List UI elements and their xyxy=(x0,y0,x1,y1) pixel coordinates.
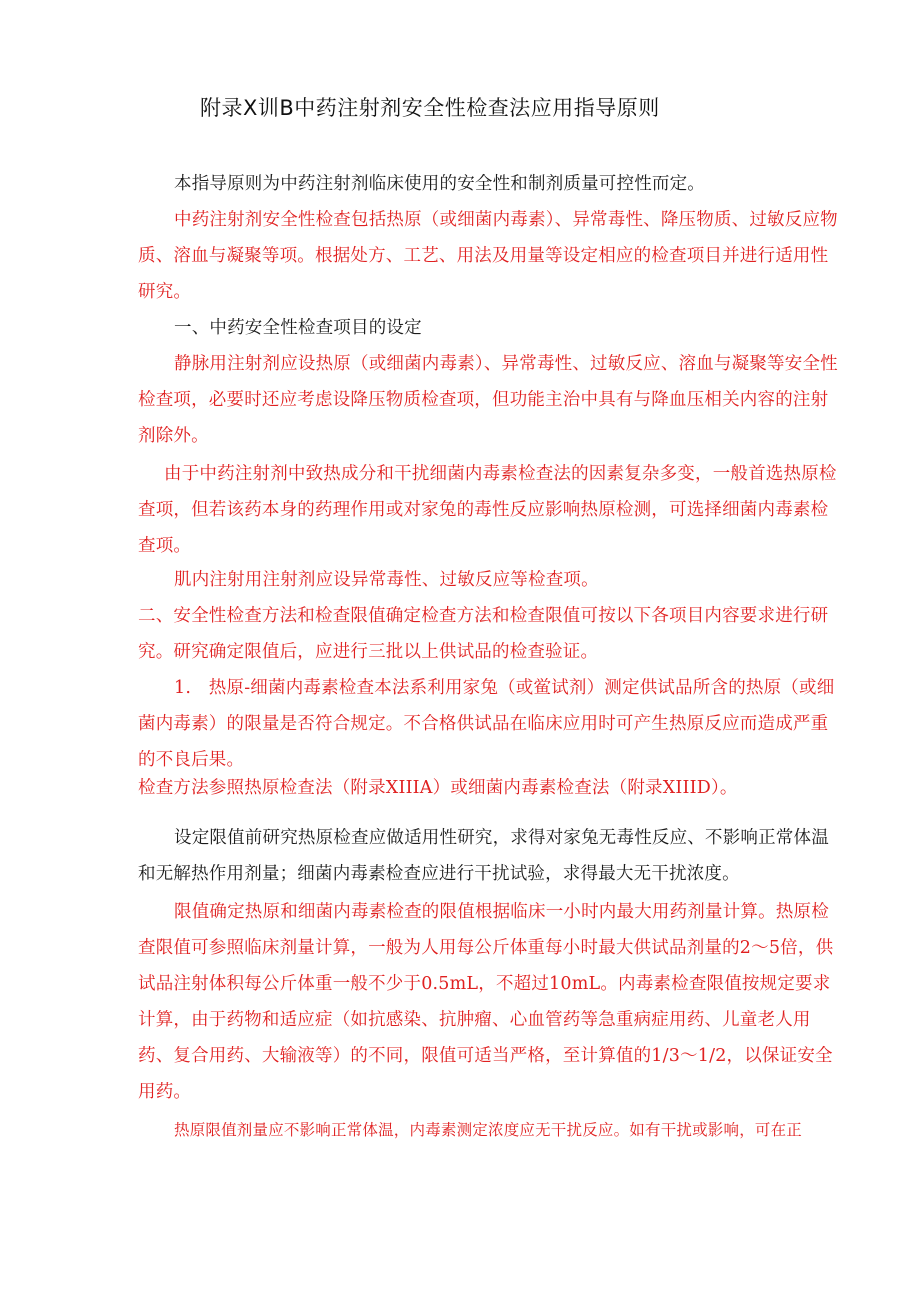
paragraph-pyrogen-endotoxin: 1. 热原-细菌内毒素检查本法系利用家兔（或鲎试剂）测定供试品所含的热原（或细菌内毒素）的限量是否符合规定。不合格供试品在临床应用时可产生热原反应而造成严重的不良后果。 xyxy=(138,678,835,770)
paragraph-method-reference: 检查方法参照热原检查法（附录XIIIA）或细菌内毒素检查法（附录XIIID）。 xyxy=(138,778,738,798)
paragraph-intramuscular: 肌内注射用注射剂应设异常毒性、过敏反应等检查项。 xyxy=(174,570,599,590)
paragraph-intravenous: 静脉用注射剂应设热原（或细菌内毒素）、异常毒性、过敏反应、溶血与凝聚等安全性检查项，必要时还应考虑设降压物质检查项，但功能主治中具有与降血压相关内容的注射剂除外。 xyxy=(138,354,838,446)
paragraph-purpose: 本指导原则为中药注射剂临床使用的安全性和制剂质量可控性而定。 xyxy=(174,174,705,194)
document-title: 附录X训B中药注射剂安全性检查法应用指导原则 xyxy=(200,96,660,120)
paragraph-limit-determination: 限值确定热原和细菌内毒素检查的限值根据临床一小时内最大用药剂量计算。热原检查限值可参照临床剂量计算，一般为人用每公斤体重每小时最大供试品剂量的2〜5倍，供试品注射体积每公斤体重一般不少于0.5mL，不超过10mL。内毒素检查限值按规定要求计算，由于药物和适应症（如抗感染、抗肿瘤、心血管药等急重病症用药、儿童老人用药、复合用药、大输液等）的不同，限值可适当严格，至计算值的1/3〜1/2，以保证安全用药。 xyxy=(138,902,834,1102)
section-heading-1: 一、中药安全性检查项目的设定 xyxy=(174,318,422,338)
section-heading-2: 二、安全性检查方法和检查限值确定检查方法和检查限值可按以下各项目内容要求进行研究。研究确定限值后，应进行三批以上供试品的检查验证。 xyxy=(138,606,829,662)
paragraph-pre-limit-study: 设定限值前研究热原检查应做适用性研究，求得对家兔无毒性反应、不影响正常体温和无解热作用剂量；细菌内毒素检查应进行干扰试验，求得最大无干扰浓度。 xyxy=(138,828,829,884)
paragraph-limit-dose: 热原限值剂量应不影响正常体温，内毒素测定浓度应无干扰反应。如有干扰或影响，可在正 xyxy=(174,1121,803,1139)
paragraph-scope: 中药注射剂安全性检查包括热原（或细菌内毒素）、异常毒性、降压物质、过敏反应物质、溶血与凝聚等项。根据处方、工艺、用法及用量等设定相应的检查项目并进行适用性研究。 xyxy=(138,210,838,302)
paragraph-pyrogen-preference: 由于中药注射剂中致热成分和干扰细菌内毒素检查法的因素复杂多变，一般首选热原检查项，但若该药本身的药理作用或对家兔的毒性反应影响热原检测，可选择细菌内毒素检查项。 xyxy=(138,464,837,556)
